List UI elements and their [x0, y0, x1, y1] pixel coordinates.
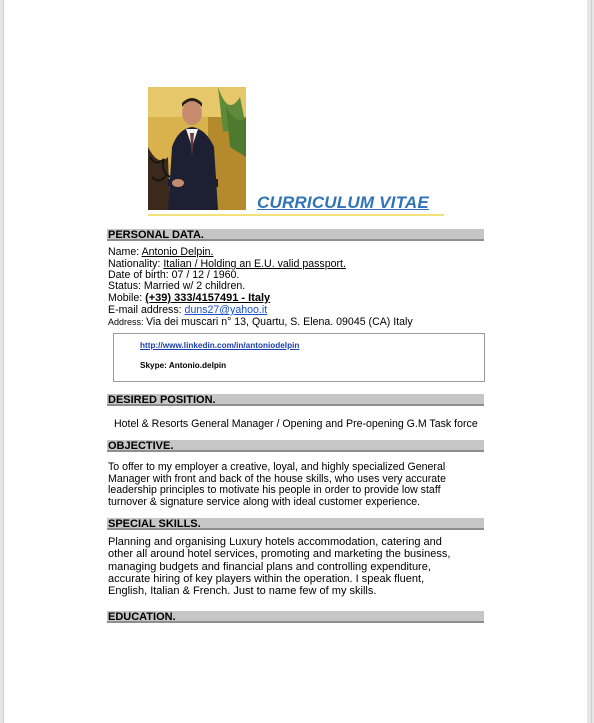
section-header-education: EDUCATION. [107, 611, 484, 623]
desired-position-text: Hotel & Resorts General Manager / Opening and Pre-opening G.M Task force [114, 418, 478, 430]
objective-paragraph [108, 462, 484, 508]
status-line: Status: Married w/ 2 children. [108, 280, 246, 292]
skills-line: Planning and organising Luxury hotels accommodation, catering and [108, 536, 442, 548]
skills-line: other all around hotel services, promoting and marketing the business, [108, 548, 451, 561]
skills-line: English, Italian & French. Just to name few of my skills. [108, 585, 377, 598]
section-header-personal: PERSONAL DATA. [107, 229, 484, 241]
contact-box [113, 333, 485, 382]
mobile-value: (+39) 333/4157491 - Italy [145, 292, 271, 304]
mobile-label: Mobile: [108, 292, 146, 304]
title-underline [148, 214, 444, 216]
objective-line: turnover & signature service along with ideal customer experience. [108, 495, 421, 508]
section-header-skills: SPECIAL SKILLS. [107, 518, 484, 530]
skype-id: Skype: Antonio.delpin [140, 361, 227, 370]
objective-line: leadership principles to motivate his people in order to provide low staff [108, 484, 441, 496]
nationality-label: Nationality: [108, 258, 164, 270]
profile-photo [148, 87, 246, 210]
objective-line: To offer to my employer a creative, loyal, and highly specialized General [108, 461, 446, 473]
objective-line: Manager with front and back of the house skills, who uses very accurate [108, 472, 446, 485]
document-title: CURRICULUM VITAE [257, 193, 429, 212]
mobile-line [108, 292, 270, 304]
section-header-desired-position: DESIRED POSITION. [107, 394, 484, 406]
name-line [108, 246, 213, 258]
email-label: E-mail address: [108, 304, 185, 316]
name-label: Name: [108, 246, 142, 258]
address-label: Address: [108, 317, 147, 327]
email-link[interactable]: duns27@yahoo.it [184, 304, 268, 316]
linkedin-link[interactable]: http://www.linkedin.com/in/antoniodelpin [140, 341, 300, 350]
skills-line: managing budgets and financial plans and controlling expenditure, [108, 560, 431, 573]
address-value: Via dei muscari n° 13, Quartu, S. Elena. 09045 (CA) Italy [146, 316, 413, 328]
page-edge [587, 0, 591, 723]
skills-paragraph [108, 536, 484, 597]
email-line [108, 304, 267, 316]
name-value: Antonio Delpin. [141, 246, 214, 258]
nationality-value: Italian / Holding an E.U. valid passport. [163, 258, 346, 270]
dob-line: Date of birth: 07 / 12 / 1960. [108, 269, 240, 281]
section-header-objective: OBJECTIVE. [107, 440, 484, 452]
skills-line: accurate hiring of key players within the operation. I speak fluent, [108, 572, 425, 585]
address-line [108, 316, 413, 328]
document-page [3, 0, 592, 723]
